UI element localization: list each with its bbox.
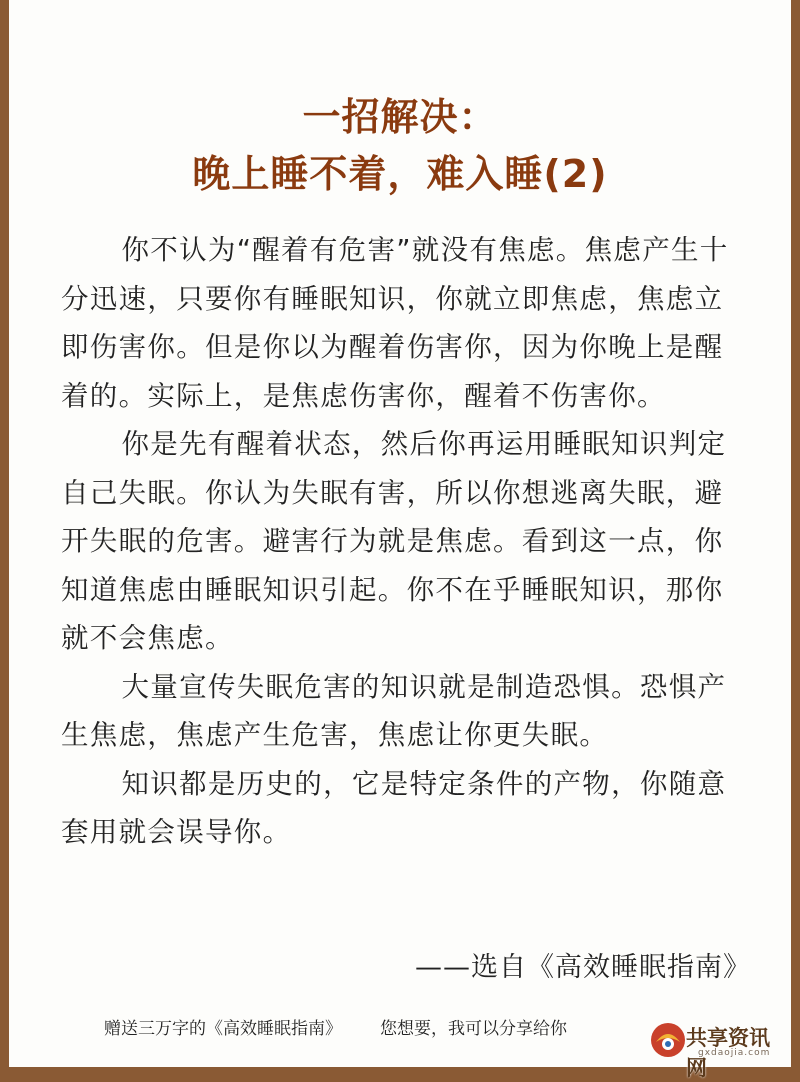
title-line-1: 一招解决： [302,95,498,139]
watermark-domain: gxdaojia.com [698,1048,771,1058]
paragraph-2: 你是先有醒着状态，然后你再运用睡眠知识判定自己失眠。你认为失眠有害，所以你想逃离失眠，避开失眠的危害。避害行为就是焦虑。看到这一点，你知道焦虑由睡眠知识引起。你不在乎睡眠知识，那你就不会焦虑。 [61,428,727,654]
paragraph-3: 大量宣传失眠危害的知识就是制造恐惧。恐惧产生焦虑，焦虑产生危害，焦虑让你更失眠。 [61,670,727,751]
footer-note [104,1014,567,1039]
footer-left-text: 赠送三万字的《高效睡眠指南》 [104,1019,342,1039]
footer-right-text: 您想要，我可以分享给你 [380,1019,567,1039]
watermark [648,1020,790,1080]
source-attribution: ——选自《高效睡眠指南》 [415,952,751,983]
title-line-2: 晚上睡不着，难入睡(2) [192,152,608,196]
paragraph-4: 知识都是历史的，它是特定条件的产物，你随意套用就会误导你。 [61,767,727,848]
paragraph-1: 你不认为“醒着有危害”就没有焦虑。焦虑产生十分迅速，只要你有睡眠知识，你就立即焦虑，焦虑立即伤害你。但是你以为醒着伤害你，因为你晚上是醒着的。实际上，是焦虑伤害你，醒着不伤害你。 [61,234,729,412]
brand-logo-icon [648,1020,688,1060]
document-page [9,0,791,1067]
body-text [61,226,751,857]
watermark-name: 共享资讯网 [686,1025,770,1080]
